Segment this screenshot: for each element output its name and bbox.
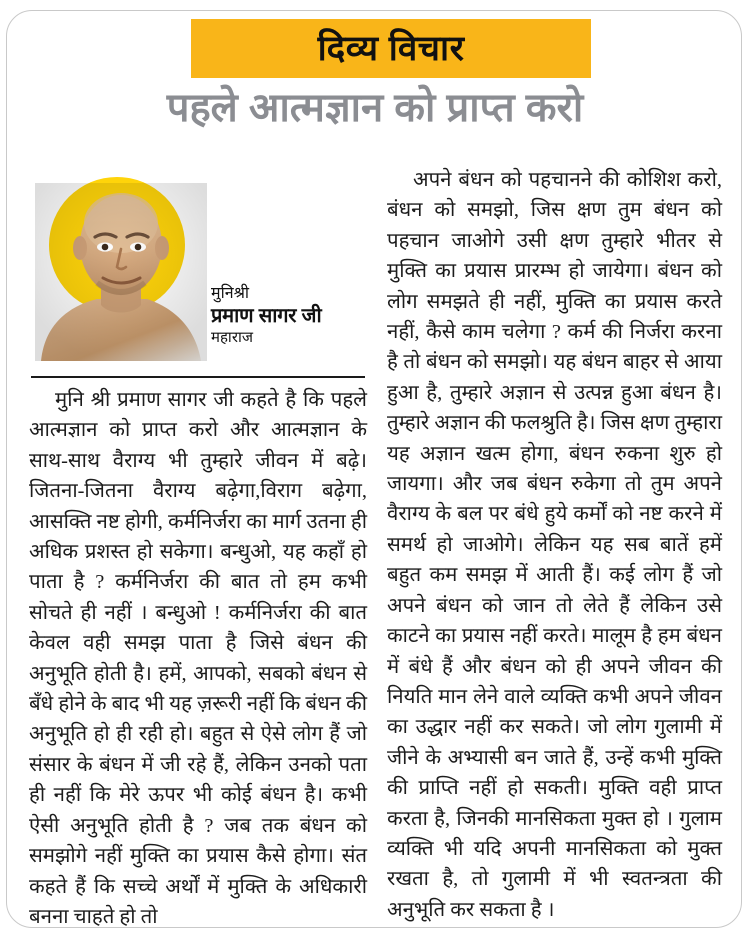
- monk-portrait-image: [35, 183, 207, 361]
- caption-title: महाराज: [211, 329, 253, 347]
- caption-honorific: मुनिश्री: [211, 285, 250, 302]
- article-card: [6, 10, 742, 928]
- portrait-block: [29, 163, 367, 368]
- section-divider: [31, 376, 365, 378]
- page-title: पहले आत्मज्ञान को प्राप्त करो: [166, 86, 584, 130]
- article-columns: [29, 163, 729, 928]
- right-column-text: [387, 165, 722, 925]
- paragraph: अपने बंधन को पहचानने की कोशिश करो, बंधन को समझो, जिस क्षण तुम बंधन को पहचान जाओगे उसी क्षण तुम्हारे भीतर से मुक्ति का प्रयास प्रारम्भ हो जायेगा। बंधन को लोग समझते ही नहीं, मुक्ति का प्रयास करते नहीं, कैसे काम चलेगा ? कर्म की निर्जरा करना है तो बंधन को समझो। यह बंधन बाहर से आया हुआ है, तुम्हारे अज्ञान से उत्पन्न हुआ बंधन है। तुम्हारे अज्ञान की फलश्रुति है। जिस क्षण तुम्हारा यह अज्ञान खत्म होगा, बंधन रुकना शुरु हो जायगा। और जब बंधन रुकेगा तो तुम अपने वैराग्य के बल पर बंधे हुये कर्मों को नष्ट करने में समर्थ हो जाओगे। लेकिन यह सब बातें हमें बहुत कम समझ में आती हैं। कई लोग हैं जो अपने बंधन को जान तो लेते हैं लेकिन उसे काटने का प्रयास नहीं करते। मालूम है हम बंधन में बंधे हैं और बंधन को ही अपने जीवन की नियति मान लेने वाले व्यक्ति कभी अपने जीवन का उद्धार नहीं कर सकते। जो लोग गुलामी में जीने के अभ्यासी बन जाते हैं, उन्हें कभी मुक्ति की प्राप्ति नहीं हो सकती। मुक्ति वही प्राप्त करता है, जिनकी मानसिकता मुक्त हो । गुलाम व्यक्ति भी यदि अपनी मानसिकता को मुक्त रखता है, तो गुलामी में भी स्वतन्त्रता की अनुभूति कर सकता है ।: [387, 169, 722, 921]
- left-column-text: [29, 385, 367, 928]
- portrait-caption: [211, 285, 367, 347]
- left-column: [29, 163, 367, 928]
- masthead-title: दिव्य विचार: [317, 29, 465, 68]
- paragraph: मुनि श्री प्रमाण सागर जी कहते है कि पहले आत्मज्ञान को प्राप्त करो और आत्मज्ञान के साथ-साथ वैराग्य भी तुम्हारे जीवन में बढ़े। जितना-जितना वैराग्य बढ़ेगा,विराग बढ़ेगा, आसक्ति नष्ट होगी, कर्मनिर्जरा का मार्ग उतना ही अधिक प्रशस्त हो सकेगा। बन्धुओ, यह कहाँ हो पाता है ? कर्मनिर्जरा की बात तो हम कभी सोचते ही नहीं । बन्धुओ ! कर्मनिर्जरा की बात केवल वही समझ पाता है जिसे बंधन की अनुभूति होती है। हमें, आपको, सबको बंधन से बँधे होने के बाद भी यह ज़रूरी नहीं कि बंधन की अनुभूति हो ही रही हो। बहुत से ऐसे लोग हैं जो संसार के बंधन में जी रहे हैं, लेकिन उनको पता ही नहीं कि मेरे ऊपर भी कोई बंधन है। कभी ऐसी अनुभूति होती है ? जब तक बंधन को समझोगे नहीं मुक्ति का प्रयास कैसे होगा। संत कहते हैं कि सच्चे अर्थों में मुक्ति के अधिकारी बनना चाहते हो तो: [29, 389, 367, 928]
- caption-name: प्रमाण सागर जी: [211, 304, 322, 327]
- masthead-banner: [191, 19, 591, 78]
